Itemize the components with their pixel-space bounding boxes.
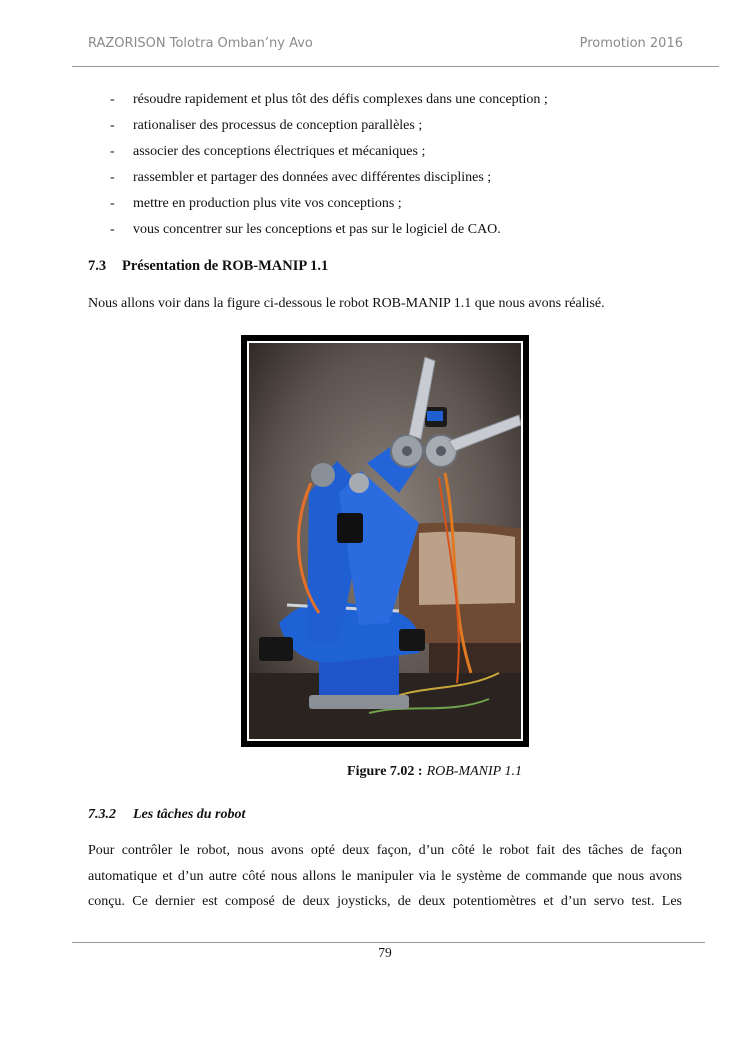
section-heading <box>88 258 328 275</box>
page-number: 79 <box>378 945 392 960</box>
page-header <box>88 36 683 56</box>
list-item-text: vous concentrer sur les conceptions et pas sur le logiciel de CAO. <box>133 222 501 237</box>
paragraph-line: Pour contrôler le robot, nous avons opté deux façon, d’un côté le robot fait des tâches de façon <box>88 843 682 858</box>
paragraph-line: automatique et d’un autre côté nous allons le manipuler via le système de commande que nous avons <box>88 868 682 884</box>
bullet-dash: - <box>110 196 115 211</box>
header-divider <box>72 66 719 67</box>
header-promotion: Promotion 2016 <box>579 36 683 51</box>
figure-label: Figure 7.02 : <box>347 764 423 779</box>
bullet-dash: - <box>110 118 115 133</box>
bullet-list <box>110 90 548 246</box>
list-item <box>110 220 548 246</box>
figure-frame <box>241 335 529 747</box>
list-item <box>110 90 548 116</box>
list-item-text: mettre en production plus vite vos conceptions ; <box>133 196 402 211</box>
footer-divider <box>72 942 705 943</box>
list-item <box>110 168 548 194</box>
list-item <box>110 142 548 168</box>
bullet-dash: - <box>110 170 115 185</box>
intro-paragraph: Nous allons voir dans la figure ci-dessous le robot ROB-MANIP 1.1 que nous avons réalisé. <box>88 296 605 311</box>
header-author: RAZORISON Tolotra Omban’ny Avo <box>88 36 313 51</box>
bullet-dash: - <box>110 222 115 237</box>
robot-arm-illustration <box>249 343 521 739</box>
subsection-number: 7.3.2 <box>88 807 116 822</box>
bullet-dash: - <box>110 144 115 159</box>
subsection-title: Les tâches du robot <box>133 807 246 822</box>
body-paragraph <box>88 838 682 915</box>
figure-title: ROB-MANIP 1.1 <box>426 764 522 779</box>
paragraph-line: conçu. Ce dernier est composé de deux joysticks, de deux potentiomètres et d’un servo test. Les <box>88 894 682 909</box>
section-number: 7.3 <box>88 258 107 274</box>
list-item-text: rationaliser des processus de conception parallèles ; <box>133 118 423 133</box>
list-item <box>110 116 548 142</box>
robot-photo <box>247 341 523 741</box>
figure-caption <box>0 764 745 780</box>
list-item <box>110 194 548 220</box>
list-item-text: associer des conceptions électriques et mécaniques ; <box>133 144 426 159</box>
section-title: Présentation de ROB-MANIP 1.1 <box>122 258 329 274</box>
bullet-dash: - <box>110 92 115 107</box>
list-item-text: rassembler et partager des données avec différentes disciplines ; <box>133 170 492 185</box>
list-item-text: résoudre rapidement et plus tôt des défis complexes dans une conception ; <box>133 92 548 107</box>
subsection-heading <box>88 807 245 823</box>
